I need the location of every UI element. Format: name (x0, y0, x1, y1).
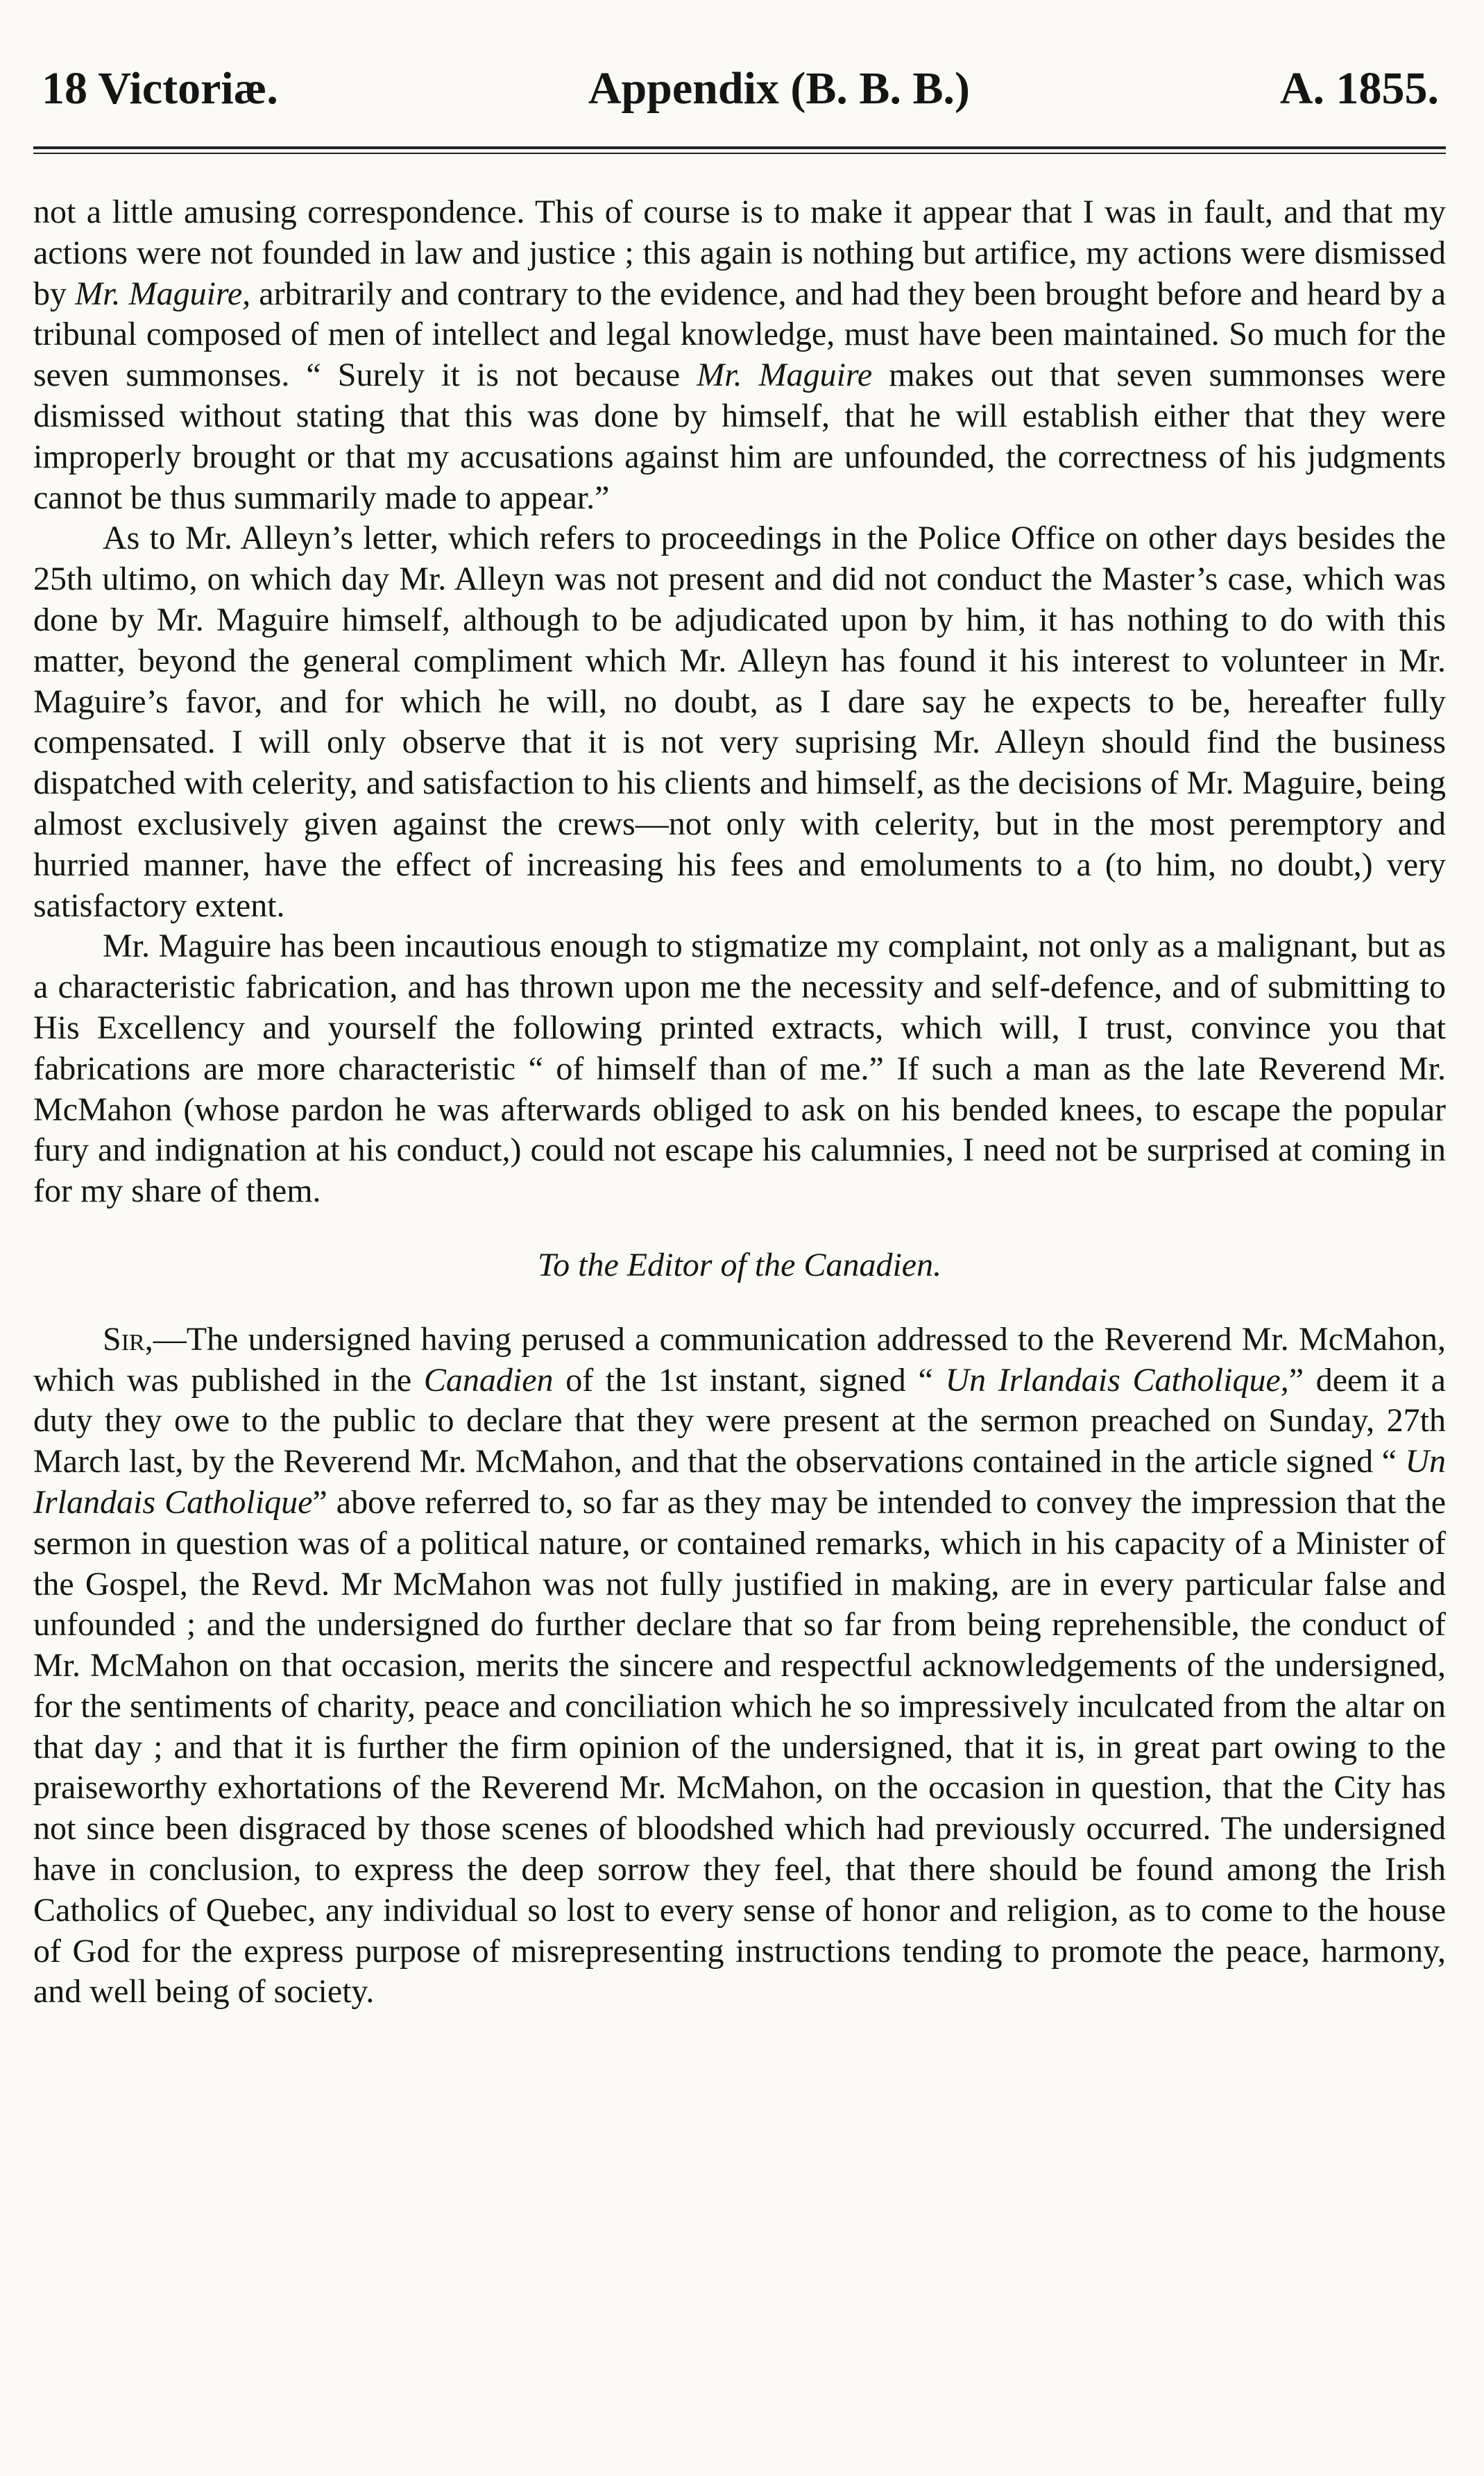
header-year: A. 1855. (1279, 63, 1439, 114)
letter-italic-3: Un Irlandais Catholique (33, 1443, 1446, 1521)
letter-text-3: ” deem it a duty they owe to the public to declare that they were present at the sermon preached on Sunday, 27th March last, by the Reverend Mr. McMahon, and that the observations contained in the article signed “ (33, 1361, 1446, 1480)
para1-text-3: makes out that seven summonses were dismissed without stating that this was done by himself, that he will establish either that they were improperly brought or that my accusations against him are unfounded, the correctness of his judgments cannot be thus summarily made to appear.” (33, 357, 1446, 516)
letter-italic-1: Canadien (423, 1361, 554, 1399)
paragraph-2: As to Mr. Alleyn’s letter, which refers to proceedings in the Police Office on other days besides the 25th ultimo, on which day Mr. Alleyn was not present and did not conduct the Master’s case, which was done by Mr. Maguire himself, although to be adjudicated upon by him, it has nothing to do with this matter, beyond the general compliment which Mr. Alleyn has found it his interest to volunteer in Mr. Maguire’s favor, and for which he will, no doubt, as I dare say he expects to be, hereafter fully compensated. I will only observe that it is not very suprising Mr. Alleyn should find the business dispatched with celerity, and satisfaction to his clients and himself, as the decisions of Mr. Maguire, being almost exclusively given against the crews—not only with celerity, but in the most peremptory and hurried manner, have the effect of increasing his fees and emoluments to a (to him, no doubt,) very satisfactory extent. (33, 520, 1446, 924)
para1-text-2: arbitrarily and contrary to the evidence, and had they been brought before and heard by a tribunal composed of men of intellect and legal knowledge, must have been maintained. So much for the seven summonses. “ Surely it is not because (33, 275, 1446, 394)
letter-italic-2: Un Irlandais Catholique, (945, 1361, 1289, 1399)
letter-salutation: Sir, (103, 1320, 153, 1358)
letter-text-1: —The undersigned having perused a communication addressed to the Reverend Mr. McMahon, which was published in the (33, 1320, 1446, 1399)
letter-text-2: of the 1st instant, signed “ (553, 1361, 946, 1399)
page-header (33, 63, 1446, 114)
letter-body (33, 1320, 1446, 2013)
header-session: 18 Victoriæ. (42, 63, 278, 114)
paragraph-1 (33, 192, 1446, 518)
document-body (33, 192, 1446, 2013)
header-appendix: Appendix (B. B. B.) (588, 63, 970, 114)
paragraph-3: Mr. Maguire has been incautious enough to stigmatize my complaint, not only as a malignant, but as a characteristic fabrication, and has thrown upon me the necessity and self-defence, and of submitting to His Excellency and yourself the following printed extracts, which will, I trust, convince you that fabrications are more characteristic “ of himself than of me.” If such a man as the late Reverend Mr. McMahon (whose pardon he was afterwards obliged to ask on his bended knees, to escape the popular fury and indignation at his conduct,) could not escape his calumnies, I need not be surprised at coming in for my share of them. (33, 928, 1446, 1210)
letter-heading: To the Editor of the Canadien. (537, 1246, 942, 1283)
para1-italic-2: Mr. Maguire (697, 357, 873, 394)
para1-italic-1: Mr. Maguire, (75, 275, 251, 312)
para1-text-1: not a little amusing correspondence. This of course is to make it appear that I was in fault, and that my actions were not founded in law and justice ; this again is nothing but artifice, my actions were dismissed by (33, 194, 1446, 312)
header-rule (33, 146, 1446, 154)
letter-text-4: ” above referred to, so far as they may be intended to convey the impression that the sermon in question was of a political nature, or contained remarks, which in his capacity of a Minister of the Gospel, the Revd. Mr McMahon was not fully justified in making, are in every particular false and unfounded ; and the undersigned do further declare that so far from being reprehensible, the conduct of Mr. McMahon on that occasion, merits the sincere and respectful acknowledgements of the undersigned, for the sentiments of charity, peace and conciliation which he so impressively inculcated from the altar on that day ; and that it is further the firm opinion of the undersigned, that it is, in great part owing to the praiseworthy exhortations of the Reverend Mr. McMahon, on the occasion in question, that the City has not since been disgraced by those scenes of bloodshed which had previously occurred. The undersigned have in conclusion, to express the deep sorrow they feel, that there should be found among the Irish Catholics of Quebec, any individual so lost to every sense of honor and religion, as to come to the house of God for the express purpose of misrepresenting instructions tending to promote the peace, harmony, and well being of society. (33, 1483, 1447, 2010)
